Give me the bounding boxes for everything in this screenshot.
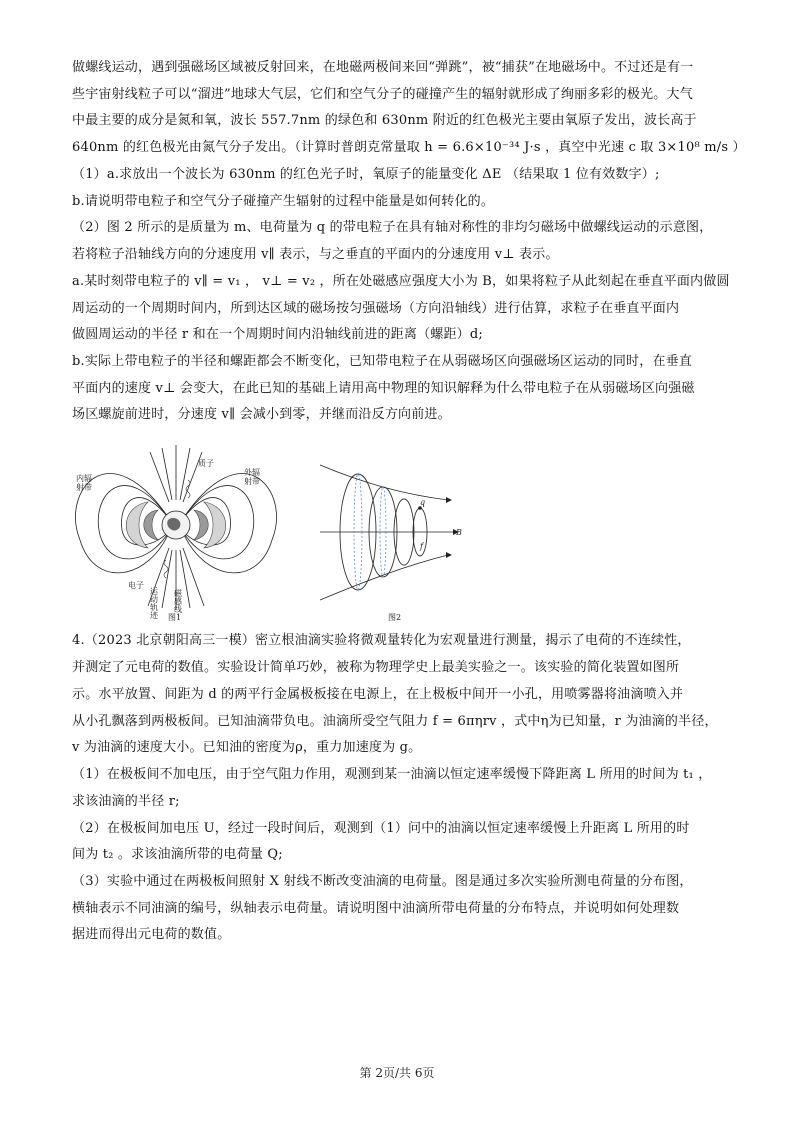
text-line: （1）在极板间不加电压，由于空气阻力作用，观测到某一油滴以恒定速率缓慢下降距离 L 所用的时间为 t₁ ， bbox=[72, 767, 712, 782]
text-line: v 为油滴的速度大小。已知油的密度为ρ，重力加速度为 g。 bbox=[72, 740, 422, 755]
page-footer: 第 2页/共 6页 bbox=[359, 1066, 435, 1080]
text-line: 中最主要的成分是氮和氧，波长 557.7nm 的绿色和 630nm 附近的红色极光主要由氧原子发出，波长高于 bbox=[72, 113, 697, 128]
field-line-label: 磁感线 bbox=[174, 589, 182, 614]
figure-1-caption: 图1 bbox=[168, 613, 182, 622]
text-line: 平面内的速度 v⊥ 会变大，在此已知的基础上请用高中物理的知识解释为什么带电粒子在从弱磁场区向强磁 bbox=[72, 381, 695, 396]
text-line: a.某时刻带电粒子的 v∥ = v₁ ， v⊥ = v₂ ，所在处磁感应强度大小为 B，如果将粒子从此刻起在垂直平面内做圆 bbox=[72, 274, 730, 289]
force-label: f bbox=[420, 542, 423, 551]
text-line: 640nm 的红色极光由氮气分子发出。（计算时普朗克常量取 h = 6.6×10⁻³⁴ J·s ，真空中光速 c 取 3×10⁸ m/s ） bbox=[72, 140, 746, 155]
text-line: b.请说明带电粒子和空气分子碰撞产生辐射的过程中能量是如何转化的。 bbox=[72, 194, 495, 209]
figure-1 bbox=[70, 440, 285, 625]
text-line: 若将粒子沿轴线方向的分速度用 v∥ 表示，与之垂直的平面内的分速度用 v⊥ 表示。 bbox=[72, 247, 559, 262]
field-B-label: B bbox=[456, 528, 462, 537]
inner-belt-label: 内辐射带 bbox=[76, 474, 92, 492]
text-line: 4.（2023 北京朝阳高三一模）密立根油滴实验将微观量转化为宏观量进行测量，揭示了电荷的不连续性， bbox=[72, 633, 691, 648]
text-line: 场区螺旋前进时，分速度 v∥ 会减小到零，并继而沿反方向前进。 bbox=[72, 407, 451, 422]
text-line: 横轴表示不同油滴的编号，纵轴表示电荷量。请说明图中油滴所带电荷量的分布特点，并说明如何处理数 bbox=[72, 901, 680, 916]
text-line: （2）图 2 所示的是质量为 m、电荷量为 q 的带电粒子在具有轴对称性的非均匀磁场中做螺线运动的示意图， bbox=[72, 220, 713, 235]
figure-2-caption: 图2 bbox=[388, 613, 402, 622]
text-line: （2）在极板间加电压 U，经过一段时间后，观测到（1）问中的油滴以恒定速率缓慢上升距离 L 所用的时 bbox=[72, 821, 690, 836]
helix-diagram bbox=[318, 450, 468, 625]
arrow-icon bbox=[446, 497, 452, 503]
electron-label: 电子 bbox=[128, 581, 144, 590]
text-line: 据进而得出元电荷的数值。 bbox=[72, 927, 231, 942]
text-line: b.实际上带电粒子的半径和螺距都会不断变化，已知带电粒子在从弱磁场区向强磁场区运动的同时，在垂直 bbox=[72, 354, 693, 369]
outer-belt-label: 外辐射带 bbox=[244, 468, 260, 486]
text-line: 做螺线运动，遇到强磁场区域被反射回来，在地磁两极间来回“弹跳”，被“捕获”在地磁场中。不过还是有一 bbox=[72, 60, 694, 75]
arrow-icon bbox=[446, 552, 452, 558]
text-line: 做圆周运动的半径 r 和在一个周期时间内沿轴线前进的距离（螺距）d; bbox=[72, 327, 483, 342]
charge-label: q bbox=[420, 498, 426, 507]
text-line: 从小孔飘落到两极板间。已知油滴带负电。油滴所受空气阻力 f = 6πηrv ，式中η为已知量，r 为油滴的半径， bbox=[72, 714, 718, 729]
text-line: 示。水平放置、间距为 d 的两平行金属极板接在电源上，在上极板中间开一小孔，用喷雾器将油滴喷入并 bbox=[72, 687, 684, 702]
text-line: 间为 t₂ 。求该油滴所带的电荷量 Q; bbox=[72, 847, 283, 862]
proton-label: 质子 bbox=[198, 459, 214, 468]
text-line: 并测定了元电荷的数值。实验设计简单巧妙，被称为物理学史上最美实验之一。该实验的简化装置如图所 bbox=[72, 660, 680, 675]
text-line: （3）实验中通过在两极板间照射 X 射线不断改变油滴的电荷量。图是通过多次实验所测电荷量的分布图， bbox=[72, 874, 693, 889]
text-line: 周运动的一个周期时间内，所到达区域的磁场按匀强磁场（方向沿轴线）进行估算，求粒子在垂直平面内 bbox=[72, 301, 680, 316]
text-line: （1）a.求放出一个波长为 630nm 的红色光子时，氧原子的能量变化 ΔE （结果取 1 位有效数字）; bbox=[72, 167, 660, 182]
figure-2 bbox=[318, 450, 468, 625]
trajectory-label: 运动轨迹 bbox=[150, 587, 158, 620]
text-line: 些宇宙射线粒子可以“溜进”地球大气层，它们和空气分子的碰撞产生的辐射就形成了绚丽多彩的极光。大气 bbox=[72, 87, 693, 102]
text-line: 求该油滴的半径 r; bbox=[72, 794, 180, 809]
